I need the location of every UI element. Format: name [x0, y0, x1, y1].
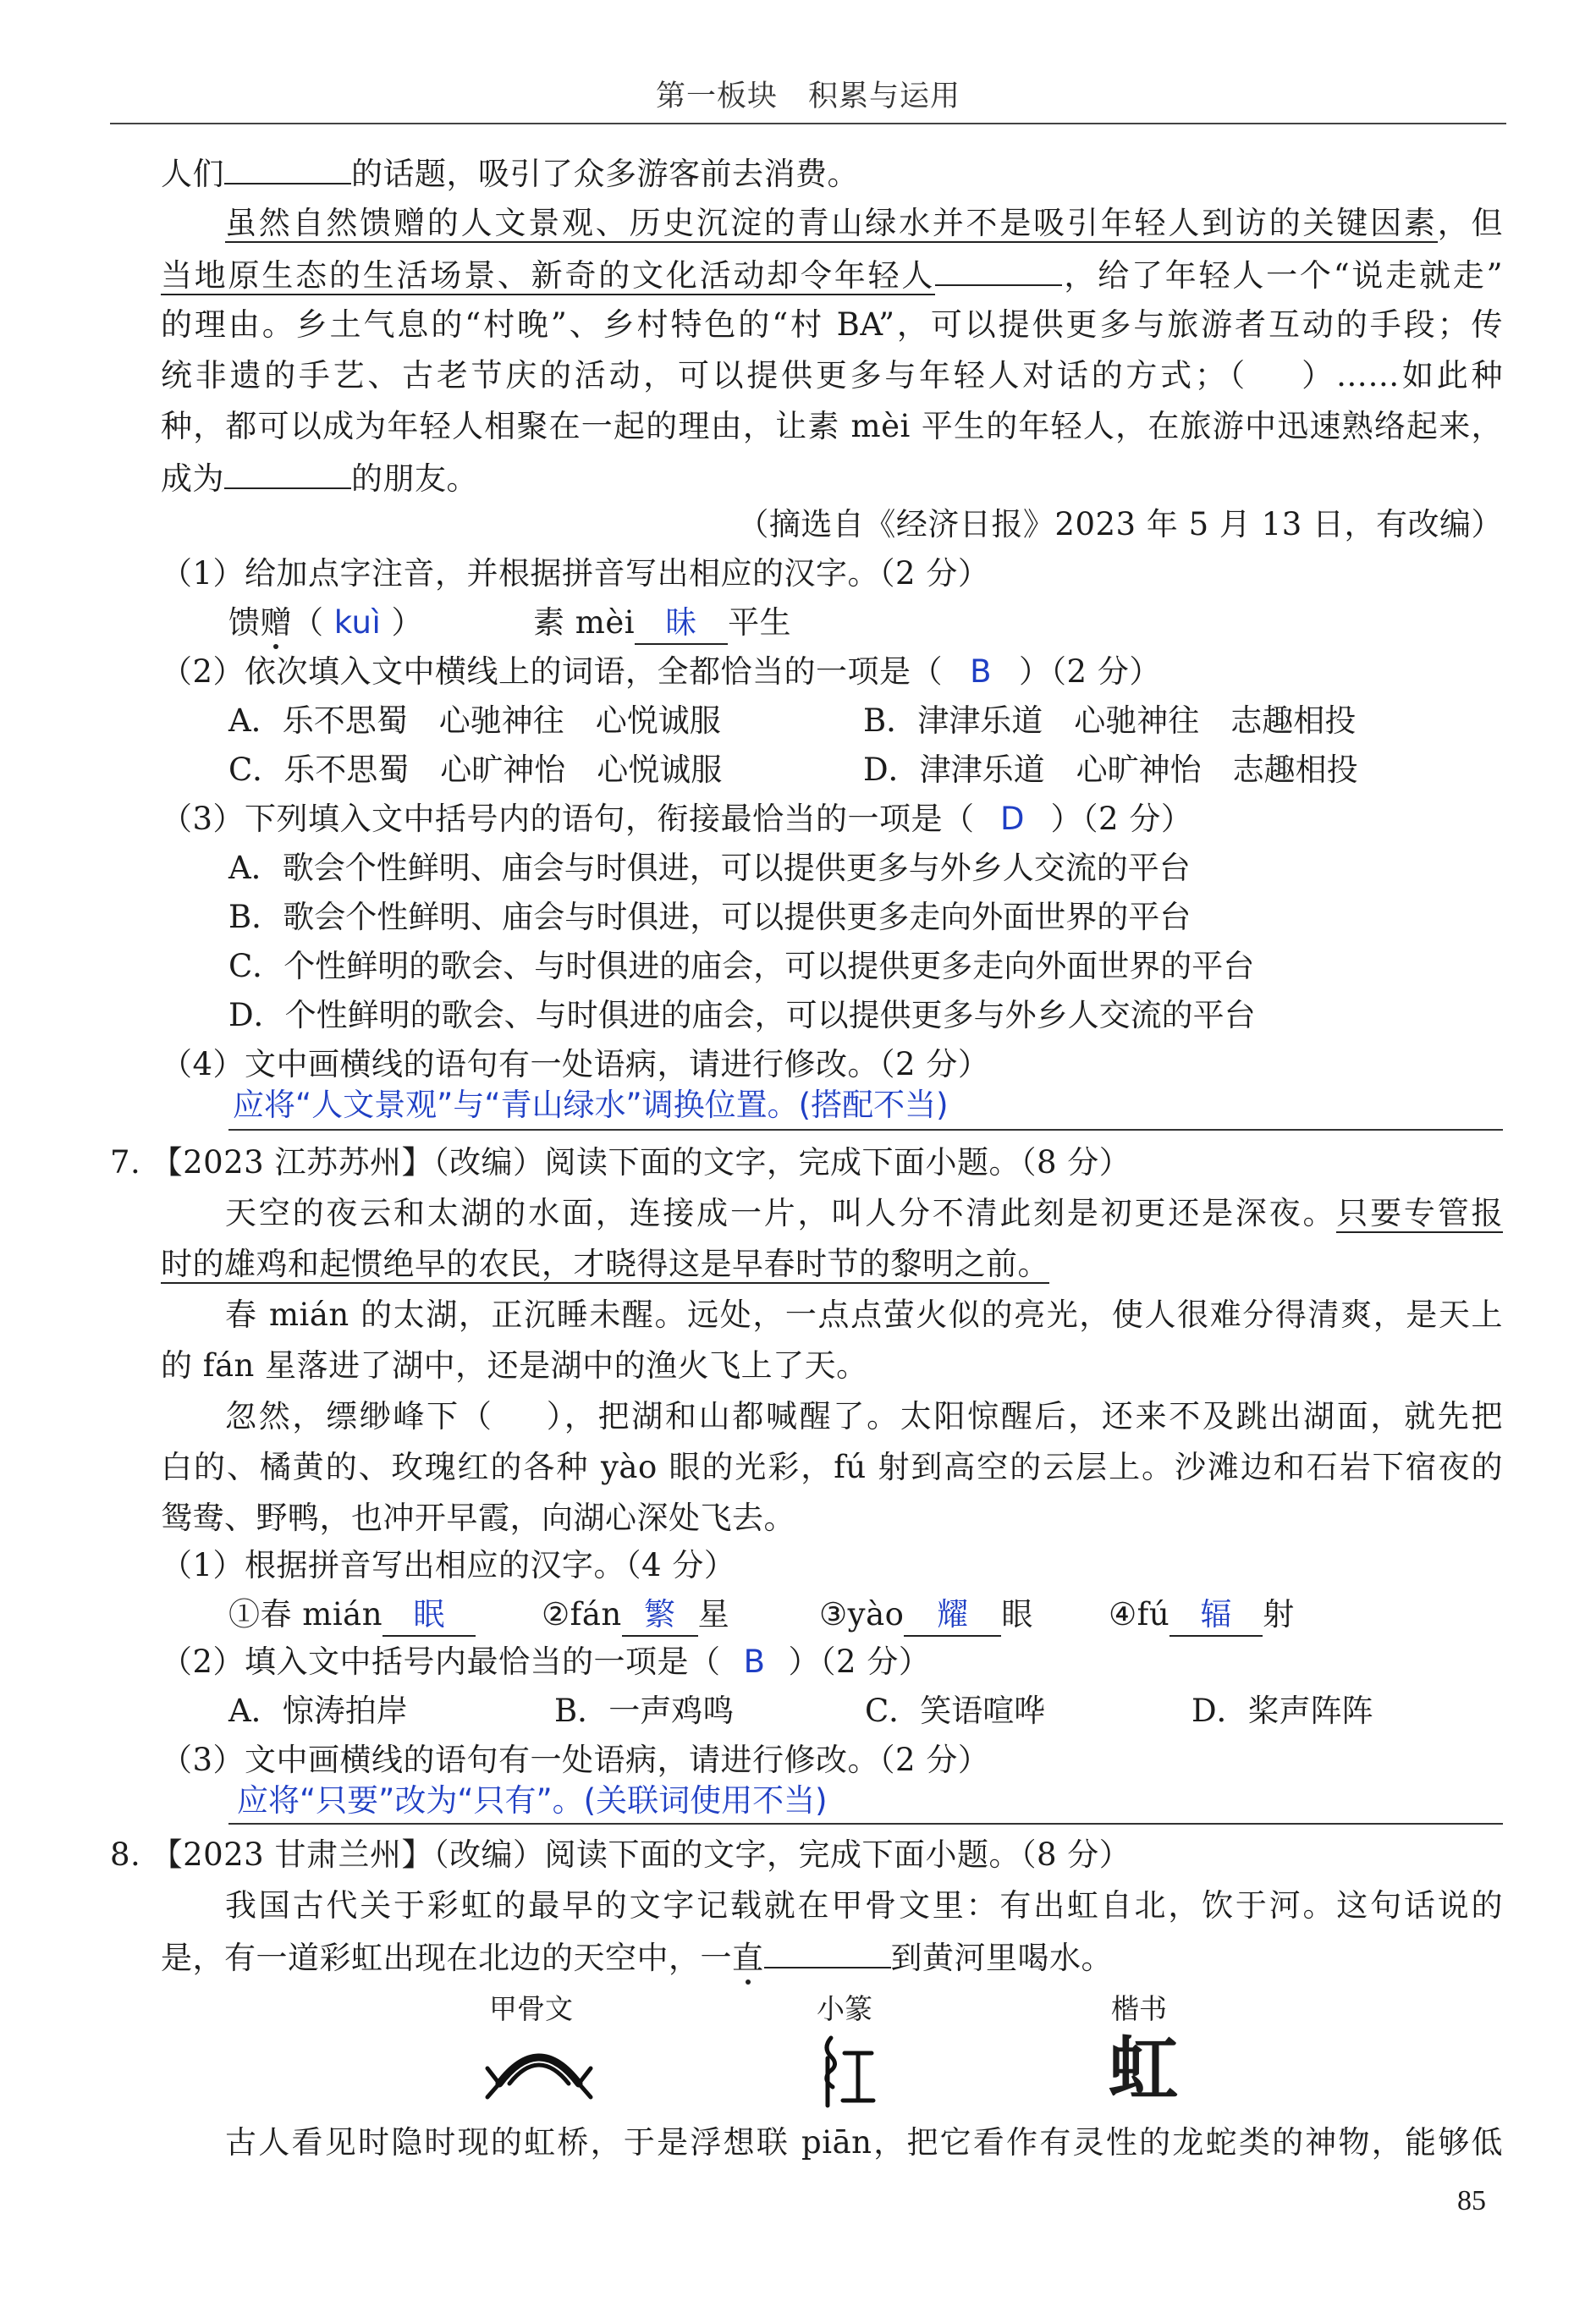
- q7-passage-line-6: 白的、橘黄的、玫瑰红的各种 yào 眼的光彩，fú 射到高空的云层上。沙滩边和石岩下宿夜的: [161, 1449, 1503, 1485]
- q7-passage-line-5: 忽然，缥缈峰下（ ），把湖和山都喊醒了。太阳惊醒后，还来不及跳出湖面，就先把: [225, 1398, 1504, 1434]
- label-oracle-bone: 甲骨文: [489, 1992, 573, 2025]
- q7-passage-line-2: 时的雄鸡和起惯绝早的农民，才晓得这是早春时节的黎明之前。: [161, 1246, 1049, 1282]
- q7-sub1-item-4: ④fú 辐 射: [1109, 1594, 1295, 1637]
- q7-passage-line-7: 鸳鸯、野鸭，也冲开早霞，向湖心深处飞去。: [161, 1500, 795, 1536]
- page-number: 85: [1457, 2185, 1486, 2216]
- passage-line-5: 统非遗的手艺、古老节庆的活动，可以提供更多与年轻人对话的方式；（ ）……如此种: [161, 357, 1504, 394]
- q7-passage-line-3: 春 mián 的太湖，正沉睡未醒。远处，一点点萤火似的亮光，使人很难分得清爽，是天上: [225, 1297, 1503, 1333]
- q8-passage-line-1: 我国古代关于彩虹的最早的文字记载就在甲骨文里：有出虹自北，饮于河。这句话说的: [225, 1887, 1503, 1924]
- answer-rule: [228, 1823, 1503, 1825]
- q7-sub1-prompt: （1）根据拼音写出相应的汉字。（4 分）: [161, 1547, 736, 1583]
- q6-sub2-option-a: A．乐不思蜀 心驰神往 心悦诚服: [228, 702, 721, 739]
- oracle-bone-rainbow-glyph: [484, 2033, 594, 2101]
- q7-sub2-option-c: C．笑语喧哗: [865, 1693, 1046, 1729]
- running-header: 第一板块 积累与运用: [655, 80, 960, 113]
- q6-sub4-prompt: （4）文中画横线的语句有一处语病，请进行修改。（2 分）: [161, 1046, 990, 1082]
- q8-passage-line-3: 古人看见时隐时现的虹桥，于是浮想联 piān，把它看作有灵性的龙蛇类的神物，能够低: [225, 2124, 1503, 2161]
- q7-sub1-item-2: ②fán 繁 星: [542, 1594, 729, 1637]
- q6-sub3-option-a: A．歌会个性鲜明、庙会与时俱进，可以提供更多与外乡人交流的平台: [228, 850, 1191, 886]
- label-regular-script: 楷书: [1111, 1992, 1167, 2025]
- passage-line-3: 当地原生态的生活场景、新奇的文化活动却令年轻人 ，给了年轻人一个“说走就走”: [161, 254, 1503, 296]
- q6-sub1-answer-b: 素 mèi 昧 平生: [533, 603, 791, 645]
- passage-line-4: 的理由。乡土气息的“村晚”、乡村特色的“村 BA”，可以提供更多与旅游者互动的手段；传: [161, 306, 1503, 343]
- q7-passage-line-1: 天空的夜云和太湖的水面，连接成一片，叫人分不清此刻是初更还是深夜。只要专管报: [225, 1195, 1504, 1231]
- blank: [224, 152, 351, 184]
- q7-sub2-prompt: （2）填入文中括号内最恰当的一项是（ B ）（2 分）: [161, 1644, 931, 1680]
- q8-title: 8. 【2023 甘肃兰州】（改编）阅读下面的文字，完成下面小题。（8 分）: [110, 1836, 1131, 1873]
- q6-sub2-option-c: C．乐不思蜀 心旷神怡 心悦诚服: [228, 752, 723, 788]
- q7-passage-line-4: 的 fán 星落进了湖中，还是湖中的渔火飞上了天。: [161, 1347, 868, 1384]
- passage-line-2: 虽然自然馈赠的人文景观、历史沉淀的青山绿水并不是吸引年轻人到访的关键因素，但: [225, 205, 1504, 241]
- q7-sub2-option-a: A．惊涛拍岸: [228, 1693, 408, 1729]
- q7-sub1-item-3: ③yào 耀 眼: [819, 1594, 1033, 1637]
- regular-script-rainbow-glyph: 虹: [1109, 2029, 1179, 2110]
- q6-sub4-answer: 应将“人文景观”与“青山绿水”调换位置。(搭配不当): [233, 1087, 949, 1123]
- q7-sub3-prompt: （3）文中画横线的语句有一处语病，请进行修改。（2 分）: [161, 1742, 990, 1778]
- passage-line-7: 成为 的朋友。: [161, 457, 478, 499]
- q7-title: 7. 【2023 江苏苏州】（改编）阅读下面的文字，完成下面小题。（8 分）: [110, 1144, 1131, 1181]
- answer-rule: [228, 1129, 1503, 1131]
- q6-sub3-option-c: C．个性鲜明的歌会、与时俱进的庙会，可以提供更多走向外面世界的平台: [228, 948, 1255, 984]
- q6-sub1-prompt: （1）给加点字注音，并根据拼音写出相应的汉字。（2 分）: [161, 555, 990, 592]
- header-divider: [110, 123, 1506, 124]
- q6-sub2-option-b: B．津津乐道 心驰神往 志趣相投: [863, 702, 1357, 739]
- q7-sub3-answer: 应将“只要”改为“只有”。(关联词使用不当): [237, 1782, 828, 1819]
- q6-sub1-answer-a: 馈赠（ kuì ）: [228, 604, 423, 641]
- q6-sub2-option-d: D．津津乐道 心旷神怡 志趣相投: [863, 752, 1358, 788]
- q6-sub3-option-b: B．歌会个性鲜明、庙会与时俱进，可以提供更多走向外面世界的平台: [228, 899, 1191, 935]
- passage-line-1: 人们 的话题，吸引了众多游客前去消费。: [161, 152, 859, 195]
- q7-sub2-option-b: B．一声鸡鸣: [554, 1693, 735, 1729]
- q6-sub3-option-d: D．个性鲜明的歌会、与时俱进的庙会，可以提供更多与外乡人交流的平台: [228, 997, 1256, 1033]
- q7-sub1-item-1: ①春 mián 眠: [228, 1594, 476, 1637]
- seal-script-rainbow-glyph: [819, 2033, 878, 2109]
- passage-line-6: 种，都可以成为年轻人相聚在一起的理由，让素 mèi 平生的年轻人，在旅游中迅速熟络起来，: [161, 408, 1503, 444]
- source-citation: （摘选自《经济日报》2023 年 5 月 13 日，有改编）: [737, 506, 1503, 542]
- q6-sub3-prompt: （3）下列填入文中括号内的语句，衔接最恰当的一项是（ D ）（2 分）: [161, 801, 1193, 837]
- label-seal-script: 小篆: [817, 1992, 872, 2025]
- q8-passage-line-2: 是，有一道彩虹出现在北边的天空中，一直 到黄河里喝水。: [161, 1936, 1113, 1979]
- q7-sub2-option-d: D．桨声阵阵: [1191, 1693, 1373, 1729]
- q6-sub2-prompt: （2）依次填入文中横线上的词语，全都恰当的一项是（ B ）（2 分）: [161, 653, 1161, 690]
